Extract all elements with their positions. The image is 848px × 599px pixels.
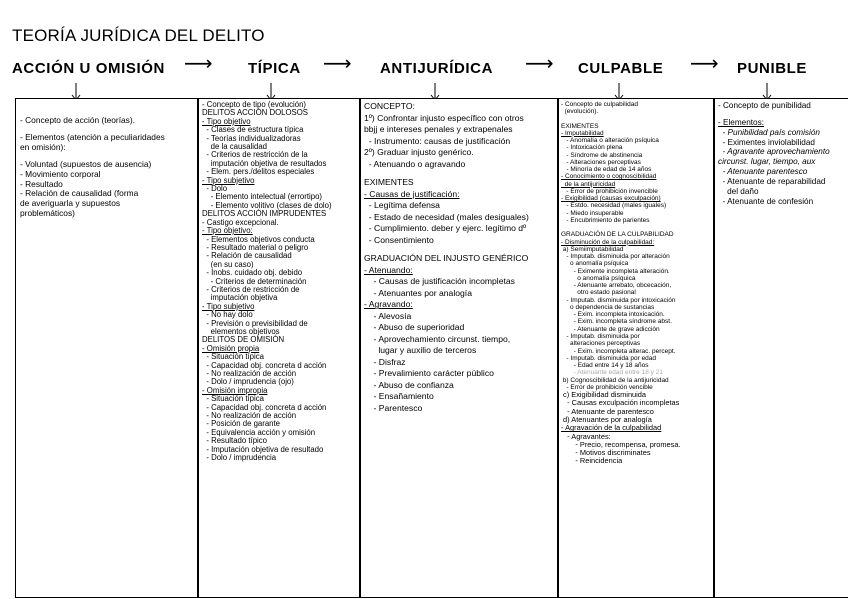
col1-line: - Concepto de acción (teorías).	[20, 116, 135, 125]
col2-line: - Equivalencia acción y omisión	[202, 427, 316, 437]
arrow-icon: ⟶	[323, 53, 352, 75]
col2-line: - Inobs. cuidado obj. debido	[202, 268, 303, 278]
col2-line: - Capacidad obj. concreta d acción	[202, 360, 327, 370]
col4-line: - Imputab. disminuida por edad	[561, 354, 657, 362]
col2-line: - Teorías individualizadoras	[202, 133, 301, 143]
col4-line: - Conocimiento o cognoscibilidad	[561, 173, 657, 181]
column-punible	[718, 101, 848, 206]
col2-line: - Elemento volitivo (clases de dolo)	[202, 200, 332, 210]
col4-line	[561, 116, 711, 123]
col3-line: 2º) Graduar injusto genérico.	[364, 147, 474, 158]
col2-line: - Tipo subjetivo	[202, 175, 255, 185]
col3-line: - Parentesco	[364, 402, 423, 413]
col3-line: GRADUACIÓN DEL INJUSTO GENÉRICO	[364, 253, 529, 264]
column-culpable	[561, 101, 711, 466]
col5-line: - Punibilidad país comisión	[718, 127, 820, 137]
col3-line: - Atenuando o agravando	[364, 158, 466, 169]
col2-line: de la causalidad	[202, 142, 268, 152]
col4-line: - Precio, recompensa, promesa.	[561, 439, 681, 449]
col5-line: - Agravante aprovechamiento	[718, 147, 830, 157]
col4-line: o dependencia de sustancias	[561, 303, 655, 311]
col2-line: - Relación de causalidad	[202, 251, 292, 261]
col1-line: - Movimiento corporal	[20, 168, 101, 179]
col3-line: - Alevosía	[364, 310, 412, 321]
col1-line: problemáticos)	[20, 208, 75, 219]
col3-line: - Abuso de superioridad	[364, 322, 465, 333]
col4-line: - Intoxicación plena	[561, 144, 623, 152]
col4-line: - Encubrimiento de parientes	[561, 216, 650, 224]
col5-line: circunst. lugar, tiempo, aux	[718, 157, 816, 167]
col3-line: - Causas de justificación:	[364, 188, 460, 199]
col3-line: - Prevalimiento carácter público	[364, 368, 494, 379]
col4-line: de la antijuricidad	[561, 180, 616, 188]
col4-line: b) Cognoscibilidad de la antijuricidad	[561, 376, 669, 384]
col4-line: - Miedo insuperable	[561, 209, 624, 217]
col4-line: - Motivos discriminates	[561, 448, 651, 458]
col1-line: de averiguarla y supuestos	[20, 198, 121, 209]
page-title: TEORÍA JURÍDICA DEL DELITO	[12, 26, 265, 45]
col2-line: DELITOS ACCIÓN IMPRUDENTES	[202, 209, 327, 219]
col4-line: - Disminución de la culpabilidad:	[561, 238, 655, 246]
col2-line: (en su caso)	[202, 259, 254, 269]
column-tipica	[202, 101, 357, 462]
col3-line: - Estado de necesidad (males desiguales)	[364, 211, 529, 222]
col4-line: - Eximente incompleta alteración.	[561, 267, 670, 275]
col4-line: - Error de prohibición invencible	[561, 187, 658, 195]
col3-line: - Agravando:	[364, 299, 413, 310]
col2-line: - Resultado material o peligro	[202, 242, 309, 252]
col1-line: - Relación de causalidad (forma	[20, 188, 139, 199]
col4-line: - Estdo. necesidad (males iguales)	[561, 202, 667, 210]
col3-line: lugar y auxilio de terceros	[364, 345, 477, 356]
col4-line: - Imputab. disminuida por alteración	[561, 253, 670, 261]
header-accion-omision: ACCIÓN U OMISIÓN	[12, 60, 165, 77]
col4-line: GRADUACIÓN DE LA CULPABILIDAD	[561, 231, 674, 239]
col4-line: - Exim. incompleta síndrome abst.	[561, 318, 672, 326]
col2-line: - Criterios de restricción de la	[202, 150, 308, 160]
col4-line: - Atenuante edad entre 18 y 21	[561, 369, 663, 377]
col2-line: - Dolo / imprudencia (ojo)	[202, 377, 294, 387]
col4-line: otro estado pasional	[561, 289, 636, 297]
col2-line: - Clases de estructura típica	[202, 125, 304, 135]
col4-line: - Exigibilidad (causas exculpación)	[561, 195, 661, 203]
col4-line: - Agravación de la culpabilidad	[561, 423, 662, 433]
col4-line: - Minoría de edad de 14 años	[561, 166, 652, 174]
col5-line	[718, 111, 848, 118]
col2-line: - Criterios de determinación	[202, 276, 307, 286]
col3-line	[364, 246, 555, 253]
col2-line: - No realización de acción	[202, 369, 297, 378]
col4-line: a) Semiimputabilidad	[561, 245, 624, 253]
header-punible: PUNIBLE	[737, 60, 808, 77]
col2-line: - Imputación objetiva de resultado	[202, 444, 324, 454]
col4-line: - Anomalía o alteración psíquica	[561, 137, 659, 145]
col3-line: - Disfraz	[364, 356, 406, 367]
column-antijuridica	[364, 101, 555, 414]
col3-line: - Atenuantes por analogía	[364, 287, 472, 298]
col2-line: - Castigo excepcional.	[202, 217, 279, 227]
col2-line: imputación objetiva	[202, 293, 278, 303]
col2-line: DELITOS DE OMISIÓN	[202, 335, 285, 345]
col4-line: - Atenuante de parentesco	[561, 406, 654, 416]
col2-line: - Omisión impropia	[202, 385, 268, 395]
header-antijuridica: ANTIJURÍDICA	[380, 60, 494, 77]
col5-line: - Eximentes inviolabilidad	[718, 137, 815, 147]
col4-line: - Agravantes:	[561, 431, 611, 441]
col4-line: o anomalía psíquica	[561, 274, 636, 282]
col4-line: - Exim. incompleta intoxicación.	[561, 311, 665, 319]
col4-line: - Alteraciones perceptivas	[561, 158, 641, 166]
col2-line: - Tipo objetivo	[202, 116, 251, 126]
col2-line: - Situación típica	[202, 352, 264, 362]
col2-line: - Criterios de restricción de	[202, 284, 300, 294]
col3-line: - Aprovechamiento circunst. tiempo,	[364, 333, 511, 344]
col5-line: - Atenuante de confesión	[718, 196, 814, 206]
col2-line: - Previsión o previsibilidad de	[202, 318, 308, 328]
col4-line: - Imputab. disminuida por	[561, 332, 640, 340]
col4-line: o anomalía psíquica	[561, 260, 629, 268]
col3-line: - Instrumento: causas de justificación	[364, 135, 511, 146]
col5-line: - Concepto de punibilidad	[718, 101, 811, 110]
col2-line: - No realización de acción	[202, 411, 297, 421]
col1-line: - Voluntad (supuestos de ausencia)	[20, 158, 152, 169]
col3-line: - Consentimiento	[364, 234, 434, 245]
arrow-icon: ⟶	[690, 53, 719, 75]
col5-line: del daño	[718, 186, 759, 196]
arrow-icon: ⟶	[184, 53, 213, 75]
col5-line: - Atenuante parentesco	[718, 167, 808, 177]
col3-line: - Cumplimiento. deber y ejerc. legítimo dº	[364, 223, 527, 234]
col4-line: - Imputab. disminuida por intoxicación	[561, 296, 676, 304]
col2-line: - Elem. pers./delitos especiales	[202, 167, 315, 177]
col4-line: - Concepto de culpabilidad	[561, 101, 638, 108]
col2-line: - Resultado típico	[202, 436, 268, 446]
col1-line: en omisión):	[20, 141, 66, 152]
header-culpable: CULPABLE	[578, 60, 664, 77]
col2-line: - Posición de garante	[202, 419, 281, 429]
col3-line: - Atenuando:	[364, 264, 413, 275]
col4-line: - Exim. incompleta alterac. percept.	[561, 347, 676, 355]
col2-line: - No hay dolo	[202, 310, 253, 320]
col4-line: d) Atenuantes por analogía	[561, 414, 652, 424]
col2-line: - Tipo objetivo:	[202, 226, 253, 236]
col1-line: - Resultado	[20, 178, 63, 189]
col5-line: - Elementos:	[718, 117, 764, 127]
col3-line: CONCEPTO:	[364, 101, 415, 111]
col2-line: - Elementos objetivos conducta	[202, 234, 315, 244]
col1-line: - Elementos (atención a peculiaridades	[20, 131, 165, 142]
col3-line	[364, 170, 555, 177]
col3-line: - Abuso de confianza	[364, 379, 454, 390]
header-tipica: TÍPICA	[248, 60, 301, 77]
col4-line: alteraciones perceptivas	[561, 340, 641, 348]
col3-line: - Causas de justificación incompletas	[364, 276, 515, 287]
col4-line: - Imputabilidad	[561, 129, 604, 137]
col2-line: - Omisión propia	[202, 343, 260, 353]
col4-line: EXIMENTES	[561, 122, 599, 130]
col2-line: - Capacidad obj. concreta d acción	[202, 402, 327, 412]
col4-line: - Síndrome de abstinencia	[561, 151, 643, 159]
col3-line: - Legítima defensa	[364, 200, 440, 211]
col3-line: 1º) Confrontar injusto específico con otros	[364, 112, 524, 123]
column-accion	[20, 116, 194, 219]
col2-line: elementos objetivos	[202, 326, 280, 336]
col2-line: - Situación típica	[202, 394, 264, 404]
col3-line: bbjj e intereses penales y extrapenales	[364, 124, 513, 135]
col5-line: - Atenuante de reparabilidad	[718, 176, 826, 186]
col4-line: - Error de prohibición vencible	[561, 383, 653, 391]
col2-line: imputación objetiva de resultados	[202, 158, 327, 168]
col2-line: - Dolo	[202, 184, 228, 194]
col2-line: - Concepto de tipo (evolución)	[202, 101, 307, 109]
col4-line: - Atenuante arrebato, obcecación,	[561, 282, 672, 290]
col3-line: EXIMENTES	[364, 177, 414, 188]
col4-line: - Reincidencia	[561, 456, 623, 466]
col4-line: - Atenuante de grave adicción	[561, 325, 660, 333]
col4-line: - Edad entre 14 y 18 años	[561, 362, 649, 370]
col2-line: - Tipo subjetivo	[202, 301, 255, 311]
col4-line: c) Exigibilidad disminuida	[561, 390, 647, 400]
col2-line: DELITOS ACCIÓN DOLOSOS	[202, 108, 309, 118]
col4-line: (evolución).	[561, 108, 599, 116]
col3-line: - Ensañamiento	[364, 391, 434, 402]
col2-line: - Dolo / imprudencia	[202, 453, 277, 463]
col2-line: - Elemento intelectual (errortipo)	[202, 192, 323, 202]
col4-line: - Causas exculpación incompletas	[561, 398, 680, 408]
arrow-icon: ⟶	[525, 53, 554, 75]
